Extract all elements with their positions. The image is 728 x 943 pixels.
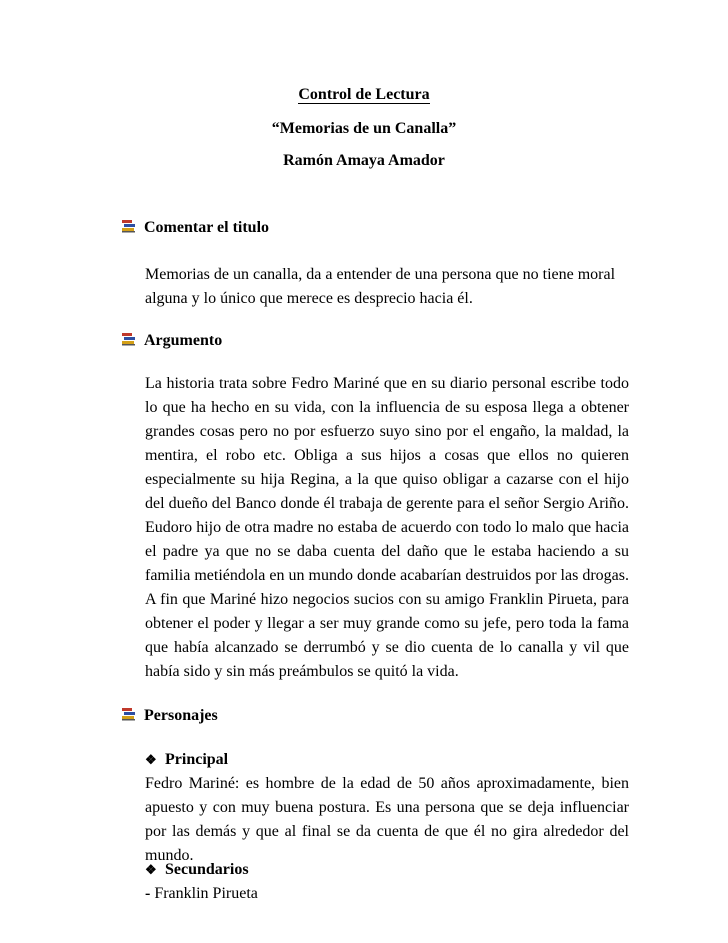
principal-paragraph: Fedro Mariné: es hombre de la edad de 50 años aproximadamente, bien apuesto y con muy buena postura. Es una persona que se deja influenciar por las demás y que al final se da cuenta de que él no gira alrededor del mundo. xyxy=(145,775,629,864)
subheading-principal xyxy=(145,748,228,772)
book-author: Ramón Amaya Amador xyxy=(283,152,445,169)
argumento-paragraph: La historia trata sobre Fedro Mariné que en su diario personal escribe todo lo que ha hecho en su vida, con la influencia de su esposa llega a obtener grandes cosas pero no por esfuerzo suyo sino por el engaño, la maldad, la mentira, el robo etc. Obliga a sus hijos a cosas que ellos no quieren especialmente su hija Regina, a la que quiso obligar a cazarse con el hijo del dueño del Banco donde él trabaja de gerente para el señor Sergio Ariño. Eudoro hijo de otra madre no estaba de acuerdo con todo lo malo que hacia el padre ya que no se daba cuenta del daño que le estaba haciendo a su familia metiéndola en un mundo donde acabarían destruidos por las drogas. A fin que Mariné hizo negocios sucios con su amigo Franklin Pirueta, para obtener el poder y llegar a ser muy grande como su jefe, pero toda la fama que había alcanzado se derrumbó y se dio cuenta de lo canalla y vil que había sido y sin más preámbulos se quitó la vida. xyxy=(145,375,629,680)
secundario-name: Franklin Pirueta xyxy=(154,885,258,902)
book-stack-icon xyxy=(121,707,137,721)
document-title xyxy=(0,86,728,104)
titulo-paragraph: Memorias de un canalla, da a entender de una persona que no tiene moral alguna y lo único que merece es desprecio hacia él. xyxy=(145,266,616,307)
subheading-principal-text: Principal xyxy=(165,751,229,768)
document-title-text: Control de Lectura xyxy=(298,86,430,103)
subheading-secundarios-text: Secundarios xyxy=(165,861,249,878)
book-stack-icon xyxy=(121,332,137,346)
book-stack-icon xyxy=(121,219,137,233)
diamond-flower-icon: ❖ xyxy=(145,752,157,767)
section-heading-personajes-text: Personajes xyxy=(144,707,218,724)
section-heading-personajes xyxy=(121,706,218,726)
section-heading-argumento xyxy=(121,331,222,351)
diamond-flower-icon: ❖ xyxy=(145,862,157,877)
section-heading-titulo xyxy=(121,218,269,238)
secundario-dash: - xyxy=(145,885,151,902)
subheading-secundarios xyxy=(145,858,249,882)
secundario-item xyxy=(145,882,258,906)
book-title: “Memorias de un Canalla” xyxy=(271,120,457,137)
section-heading-titulo-text: Comentar el titulo xyxy=(144,219,270,236)
section-heading-argumento-text: Argumento xyxy=(144,332,223,349)
